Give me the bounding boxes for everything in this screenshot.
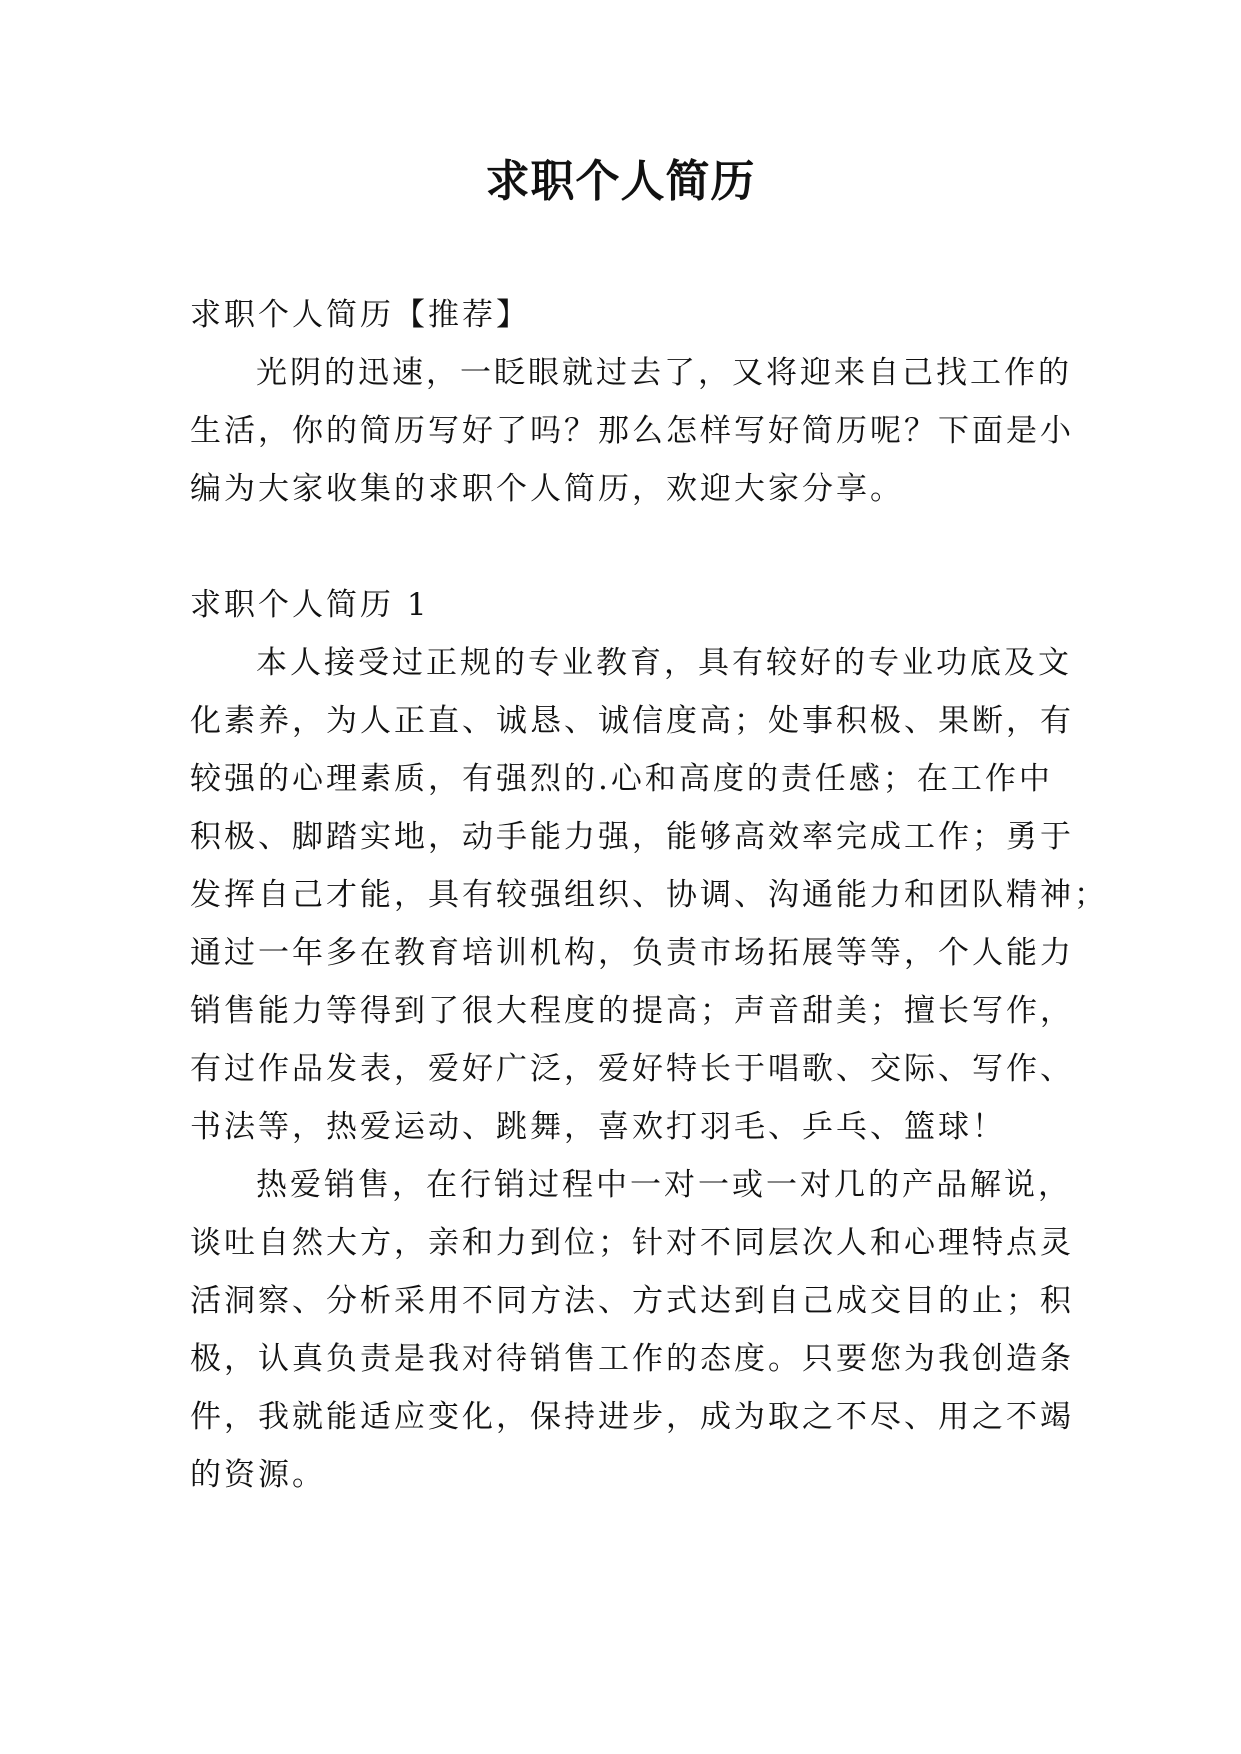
paragraph-line: 热爱销售，在行销过程中一对一或一对几的产品解说， bbox=[256, 1167, 1072, 1203]
paragraph-line: 的资源。 bbox=[190, 1457, 326, 1493]
paragraph-line: 本人接受过正规的专业教育，具有较好的专业功底及文 bbox=[256, 645, 1072, 681]
section-paragraph-1 bbox=[190, 634, 1108, 1156]
paragraph-line: 发挥自己才能，具有较强组织、协调、沟通能力和团队精神； bbox=[190, 877, 1108, 913]
document-body bbox=[190, 286, 1108, 1504]
document-title: 求职个人简历 bbox=[485, 156, 756, 207]
paragraph-line: 较强的心理素质，有强烈的.心和高度的责任感；在工作中 bbox=[190, 761, 1053, 797]
section-paragraph-2 bbox=[190, 1156, 1074, 1504]
paragraph-line: 件，我就能适应变化，保持进步，成为取之不尽、用之不竭 bbox=[190, 1399, 1074, 1435]
document-subtitle: 求职个人简历【推荐】 bbox=[190, 297, 530, 333]
paragraph-line: 生活，你的简历写好了吗？那么怎样写好简历呢？下面是小 bbox=[190, 413, 1074, 449]
paragraph-line: 通过一年多在教育培训机构，负责市场拓展等等，个人能力 bbox=[190, 935, 1074, 971]
paragraph-line: 极，认真负责是我对待销售工作的态度。只要您为我创造条 bbox=[190, 1341, 1074, 1377]
paragraph-line: 化素养，为人正直、诚恳、诚信度高；处事积极、果断，有 bbox=[190, 703, 1074, 739]
paragraph-line: 书法等，热爱运动、跳舞，喜欢打羽毛、乒乓、篮球！ bbox=[190, 1109, 1006, 1145]
paragraph-line: 谈吐自然大方，亲和力到位；针对不同层次人和心理特点灵 bbox=[190, 1225, 1074, 1261]
paragraph-line: 有过作品发表，爱好广泛，爱好特长于唱歌、交际、写作、 bbox=[190, 1051, 1074, 1087]
paragraph-line: 活洞察、分析采用不同方法、方式达到自己成交目的止；积 bbox=[190, 1283, 1074, 1319]
paragraph-line: 编为大家收集的求职个人简历，欢迎大家分享。 bbox=[190, 471, 904, 507]
section-heading: 求职个人简历 1 bbox=[190, 587, 430, 623]
paragraph-line: 积极、脚踏实地，动手能力强，能够高效率完成工作；勇于 bbox=[190, 819, 1074, 855]
paragraph-line: 销售能力等得到了很大程度的提高；声音甜美；擅长写作， bbox=[190, 993, 1074, 1029]
paragraph-line: 光阴的迅速，一眨眼就过去了，又将迎来自己找工作的 bbox=[256, 355, 1072, 391]
intro-paragraph bbox=[190, 344, 1074, 518]
